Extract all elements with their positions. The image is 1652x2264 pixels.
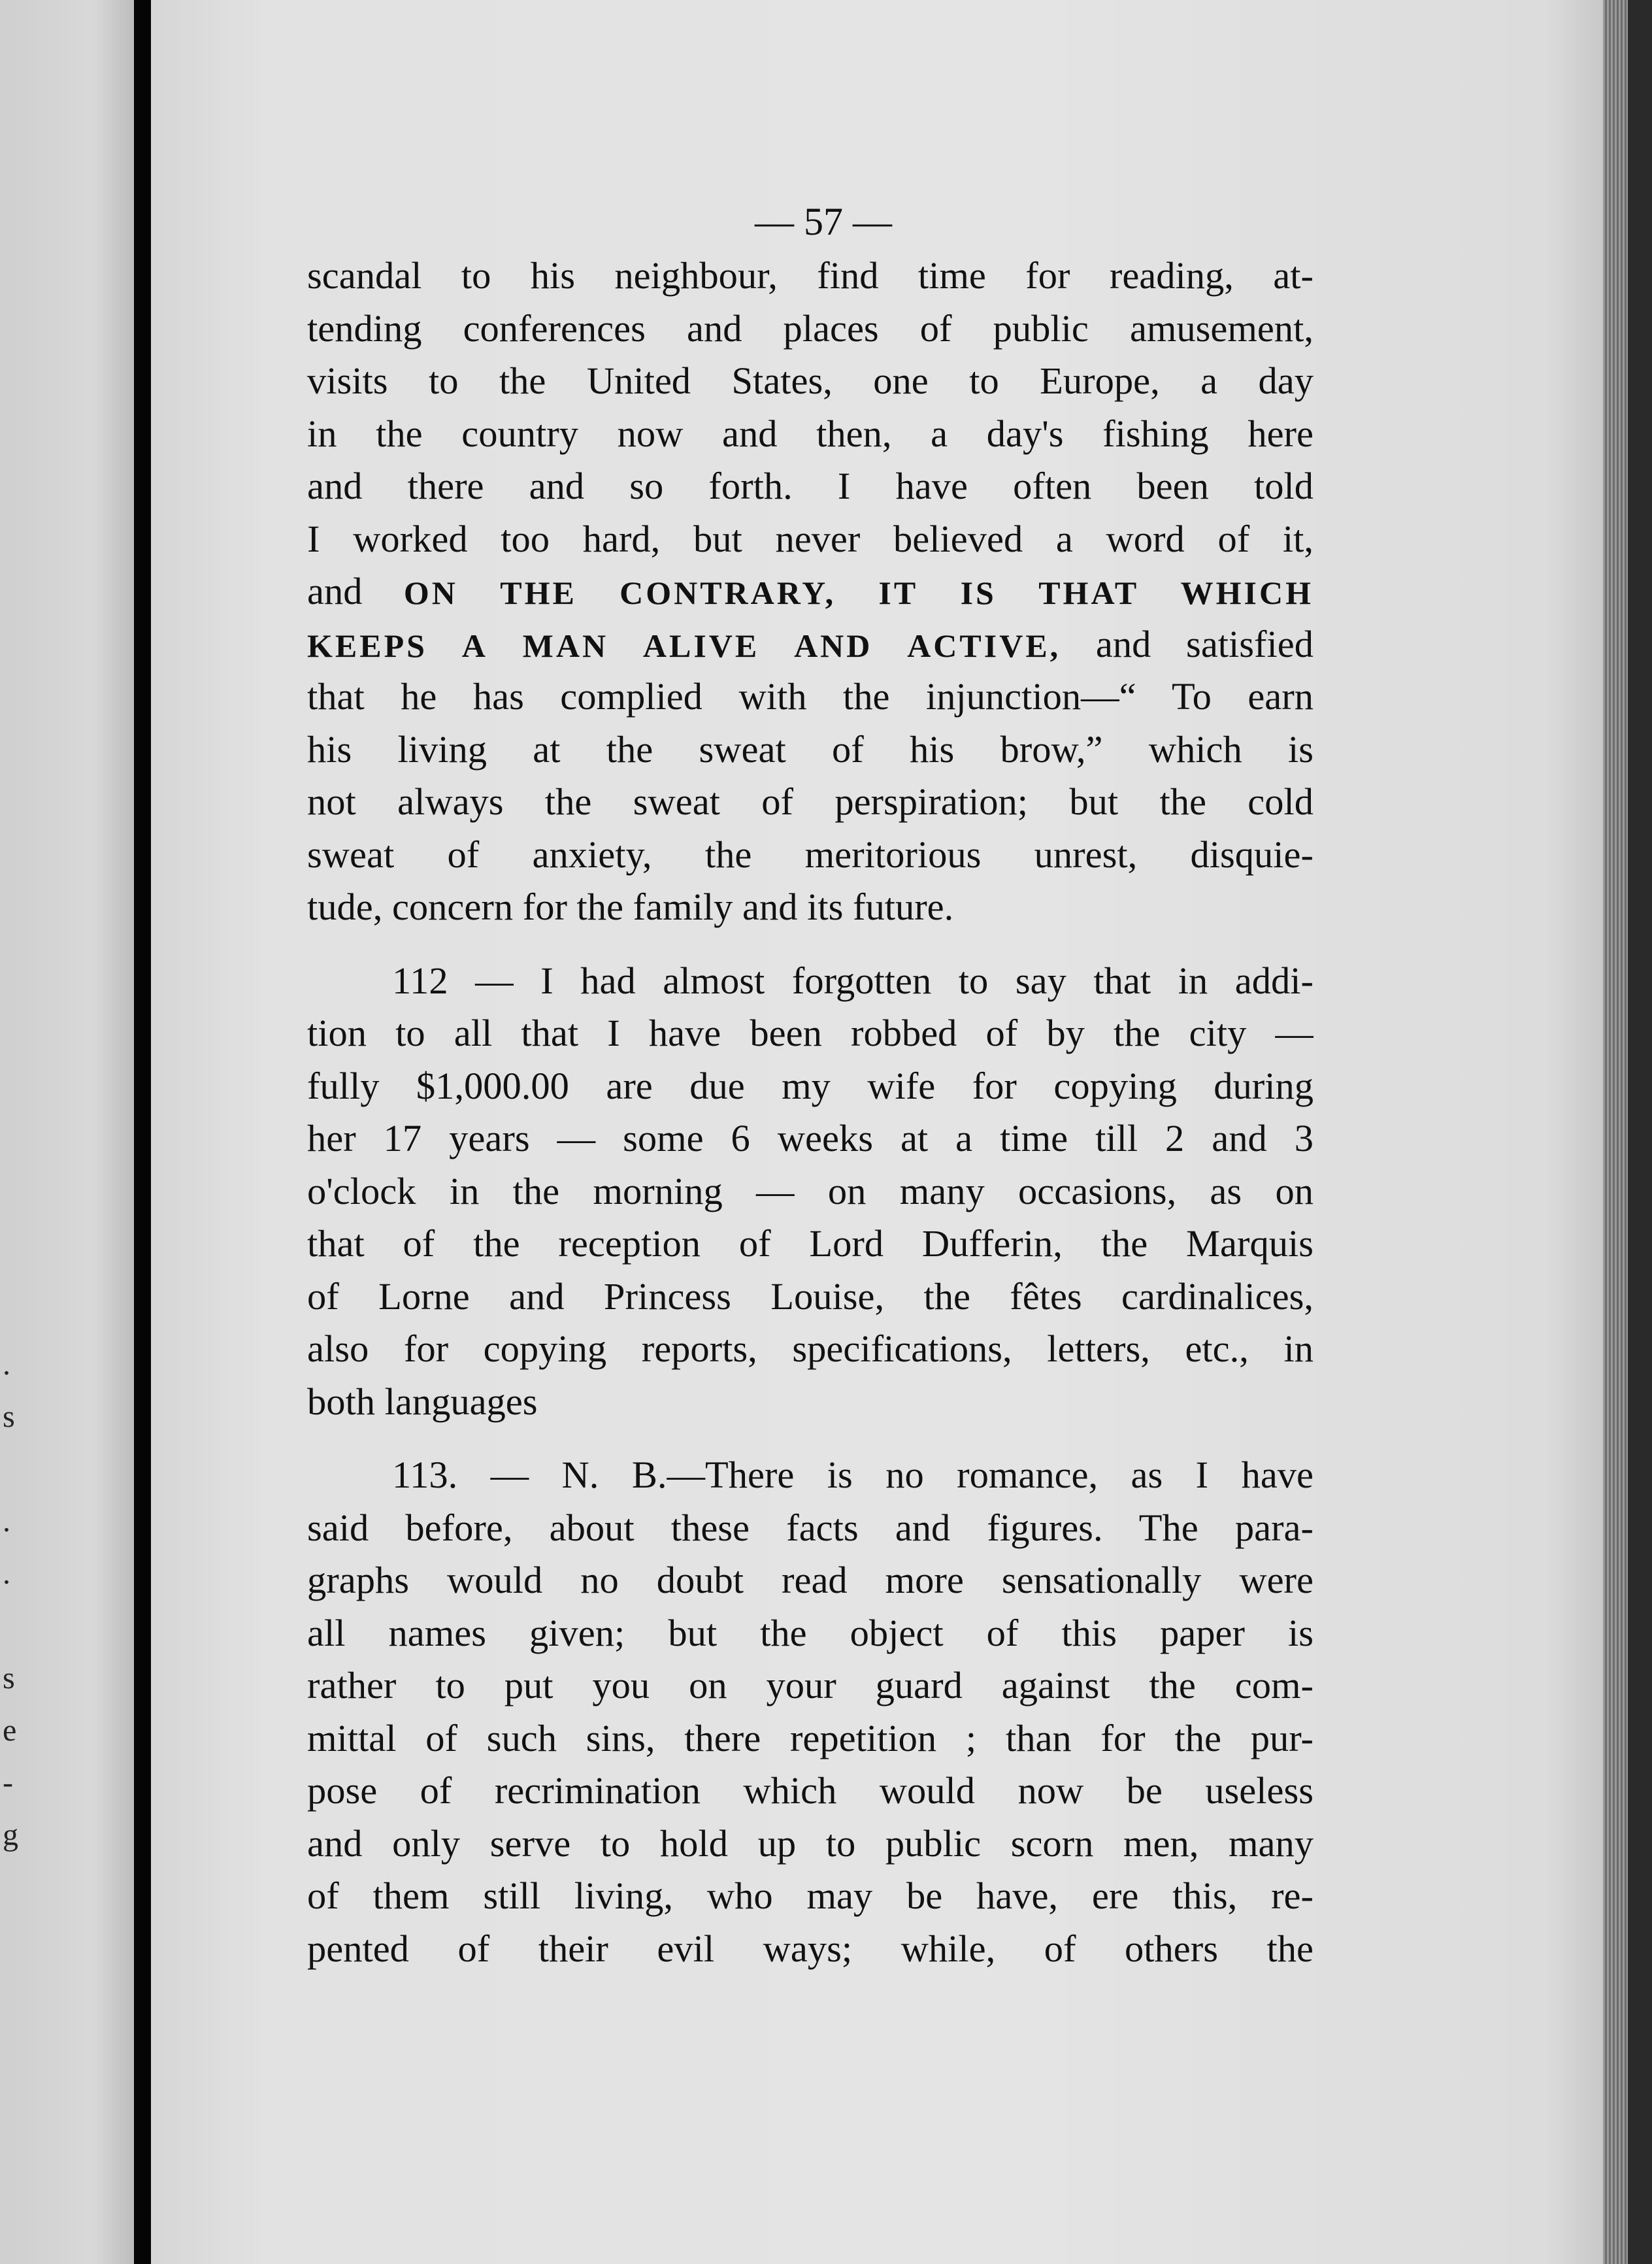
emphasis-caps: KEEPS A MAN ALIVE AND ACTIVE, bbox=[307, 627, 1061, 664]
text-line: in the country now and then, a day's fishing here bbox=[307, 412, 1313, 455]
text-line: all names given; but the object of this paper is bbox=[307, 1611, 1313, 1654]
text-run: and bbox=[307, 570, 363, 612]
text-line: his living at the sweat of his brow,” which is bbox=[307, 727, 1313, 771]
text-line: I worked too hard, but never believed a word of it, bbox=[307, 517, 1313, 560]
text-line: of them still living, who may be have, ere this, re- bbox=[307, 1874, 1313, 1917]
text-line: and only serve to hold up to public scorn men, many bbox=[307, 1822, 1313, 1865]
paragraph-112 bbox=[307, 955, 1313, 1429]
fragment-mark: . bbox=[3, 1556, 10, 1591]
text-line: and there and so forth. I have often been told bbox=[307, 465, 1313, 507]
text-line: of Lorne and Princess Louise, the fêtes cardinalices, bbox=[307, 1274, 1313, 1318]
text-line: that he has complied with the injunction—“ To earn bbox=[307, 675, 1313, 718]
text-line: both languages bbox=[307, 1380, 538, 1423]
text-line: pented of their evil ways; while, of others the bbox=[307, 1927, 1313, 1970]
fragment-mark: . bbox=[3, 1347, 10, 1382]
text-line: 112 — I had almost forgotten to say that in addi- bbox=[392, 959, 1313, 1002]
text-line-emphasis bbox=[307, 618, 1313, 671]
fragment-mark: e bbox=[3, 1713, 17, 1748]
page-number: — 57 — bbox=[755, 200, 892, 243]
page-stack-edge bbox=[1603, 0, 1652, 2264]
text-line: sweat of anxiety, the meritorious unrest, disquie- bbox=[307, 833, 1313, 876]
text-line: rather to put you on your guard against the com- bbox=[307, 1664, 1313, 1706]
text-line: o'clock in the morning — on many occasions, as on bbox=[307, 1169, 1313, 1212]
emphasis-caps: ON THE CONTRARY, IT IS THAT WHICH bbox=[403, 574, 1313, 611]
text-line: tude, concern for the family and its future. bbox=[307, 886, 954, 928]
text-line: tending conferences and places of public amusement, bbox=[307, 307, 1313, 350]
text-line: that of the reception of Lord Dufferin, the Marquis bbox=[307, 1222, 1313, 1265]
fragment-mark: s bbox=[3, 1661, 15, 1695]
text-line: tion to all that I have been robbed of by the city — bbox=[307, 1012, 1313, 1054]
body-text bbox=[307, 250, 1313, 1975]
text-line: said before, about these facts and figures. The para- bbox=[307, 1506, 1313, 1549]
text-line: visits to the United States, one to Europe, a day bbox=[307, 359, 1313, 402]
text-line: scandal to his neighbour, find time for reading, at- bbox=[307, 254, 1313, 297]
text-line: pose of recrimination which would now be useless bbox=[307, 1769, 1313, 1812]
paragraph-1 bbox=[307, 250, 1313, 934]
text-line: not always the sweat of perspiration; but the cold bbox=[307, 780, 1313, 823]
fragment-mark: . bbox=[3, 1504, 10, 1539]
text-line: fully $1,000.00 are due my wife for copying during bbox=[307, 1064, 1313, 1107]
facing-page-text-fragments bbox=[0, 0, 26, 2264]
text-run: and satisfied bbox=[1095, 622, 1313, 665]
book-spine bbox=[134, 0, 151, 2264]
fragment-mark: - bbox=[3, 1765, 13, 1800]
text-line: her 17 years — some 6 weeks at a time till 2 and 3 bbox=[307, 1117, 1313, 1159]
paragraph-113 bbox=[307, 1449, 1313, 1975]
facing-page-edge bbox=[0, 0, 134, 2264]
text-line-emphasis bbox=[307, 565, 1313, 618]
fragment-mark: s bbox=[3, 1399, 15, 1434]
fragment-mark: g bbox=[3, 1818, 18, 1852]
text-line: graphs would no doubt read more sensationally were bbox=[307, 1559, 1313, 1601]
text-line: mittal of such sins, there repetition ; than for the pur- bbox=[307, 1716, 1313, 1759]
text-line: 113. — N. B.—There is no romance, as I have bbox=[392, 1454, 1313, 1496]
text-line: also for copying reports, specifications, letters, etc., in bbox=[307, 1327, 1313, 1370]
